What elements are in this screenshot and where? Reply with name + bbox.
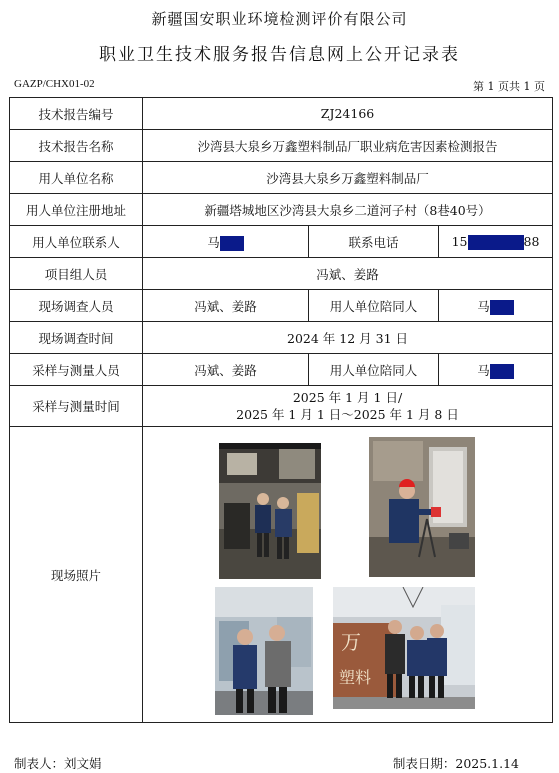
- value-survey-staff: 冯斌、姜路: [143, 290, 309, 322]
- page-number: 第 1 页共 1 页: [473, 80, 545, 93]
- label-photos: 现场照片: [10, 427, 143, 723]
- row-sampling-time: [10, 386, 553, 427]
- value-team: 冯斌、姜路: [143, 258, 553, 290]
- value-report-no: ZJ24166: [143, 98, 553, 130]
- escort2-prefix: 马: [477, 362, 490, 378]
- document-code: GAZP/CHX01-02: [14, 78, 95, 90]
- row-sampling-staff: [10, 354, 553, 386]
- value-phone: [439, 226, 553, 258]
- contact-prefix: 马: [207, 234, 220, 250]
- row-report-name: [10, 130, 553, 162]
- row-photos: [10, 427, 553, 723]
- factory-sign-text-2: 塑料: [339, 668, 372, 687]
- value-contact: [143, 226, 309, 258]
- sampling-time-line1: 2025 年 1 月 1 日/: [292, 390, 403, 405]
- label-escort2: 用人单位陪同人: [309, 354, 439, 386]
- value-sampling-staff: 冯斌、姜路: [143, 354, 309, 386]
- record-table: [9, 97, 553, 723]
- row-team: [10, 258, 553, 290]
- phone-prefix: 15: [451, 233, 468, 249]
- label-sampling-time: 采样与测量时间: [10, 386, 143, 427]
- site-photo-factory-gate: [333, 587, 475, 709]
- factory-sign-text: 万: [341, 630, 361, 654]
- form-title: 职业卫生技术服务报告信息网上公开记录表: [99, 45, 460, 65]
- sampling-time-line2: 2025 年 1 月 1 日～2025 年 1 月 8 日: [236, 407, 459, 422]
- label-escort: 用人单位陪同人: [309, 290, 439, 322]
- value-report-name: 沙湾县大泉乡万鑫塑料制品厂职业病危害因素检测报告: [143, 130, 553, 162]
- label-address: 用人单位注册地址: [10, 194, 143, 226]
- phone-suffix: 88: [523, 233, 540, 249]
- row-address: [10, 194, 553, 226]
- label-phone: 联系电话: [309, 226, 439, 258]
- label-contact: 用人单位联系人: [10, 226, 143, 258]
- redaction-box: [220, 236, 244, 251]
- photo-area: [143, 427, 553, 723]
- site-photo-sampling: [369, 437, 475, 577]
- row-survey-staff: [10, 290, 553, 322]
- value-escort2: [439, 354, 553, 386]
- label-report-name: 技术报告名称: [10, 130, 143, 162]
- value-survey-time: 2024 年 12 月 31 日: [143, 322, 553, 354]
- value-escort: [439, 290, 553, 322]
- site-photo-workshop: [219, 443, 321, 579]
- row-report-no: [10, 98, 553, 130]
- row-contact: [10, 226, 553, 258]
- row-employer: [10, 162, 553, 194]
- row-survey-time: [10, 322, 553, 354]
- redaction-box: [468, 235, 524, 250]
- company-name: 新疆国安职业环境检测评价有限公司: [151, 10, 408, 28]
- redaction-box: [490, 300, 514, 315]
- label-report-no: 技术报告编号: [10, 98, 143, 130]
- value-sampling-time: [143, 386, 553, 427]
- label-employer: 用人单位名称: [10, 162, 143, 194]
- value-address: 新疆塔城地区沙湾县大泉乡二道河子村（8巷40号）: [143, 194, 553, 226]
- label-sampling-staff: 采样与测量人员: [10, 354, 143, 386]
- redaction-box: [490, 364, 514, 379]
- escort-prefix: 马: [477, 298, 490, 314]
- table-date: 制表日期：2025.1.14: [392, 756, 519, 771]
- site-photo-staff: [215, 587, 313, 715]
- value-employer: 沙湾县大泉乡万鑫塑料制品厂: [143, 162, 553, 194]
- label-survey-staff: 现场调查人员: [10, 290, 143, 322]
- label-survey-time: 现场调查时间: [10, 322, 143, 354]
- table-maker: 制表人：刘文娟: [14, 756, 102, 771]
- label-team: 项目组人员: [10, 258, 143, 290]
